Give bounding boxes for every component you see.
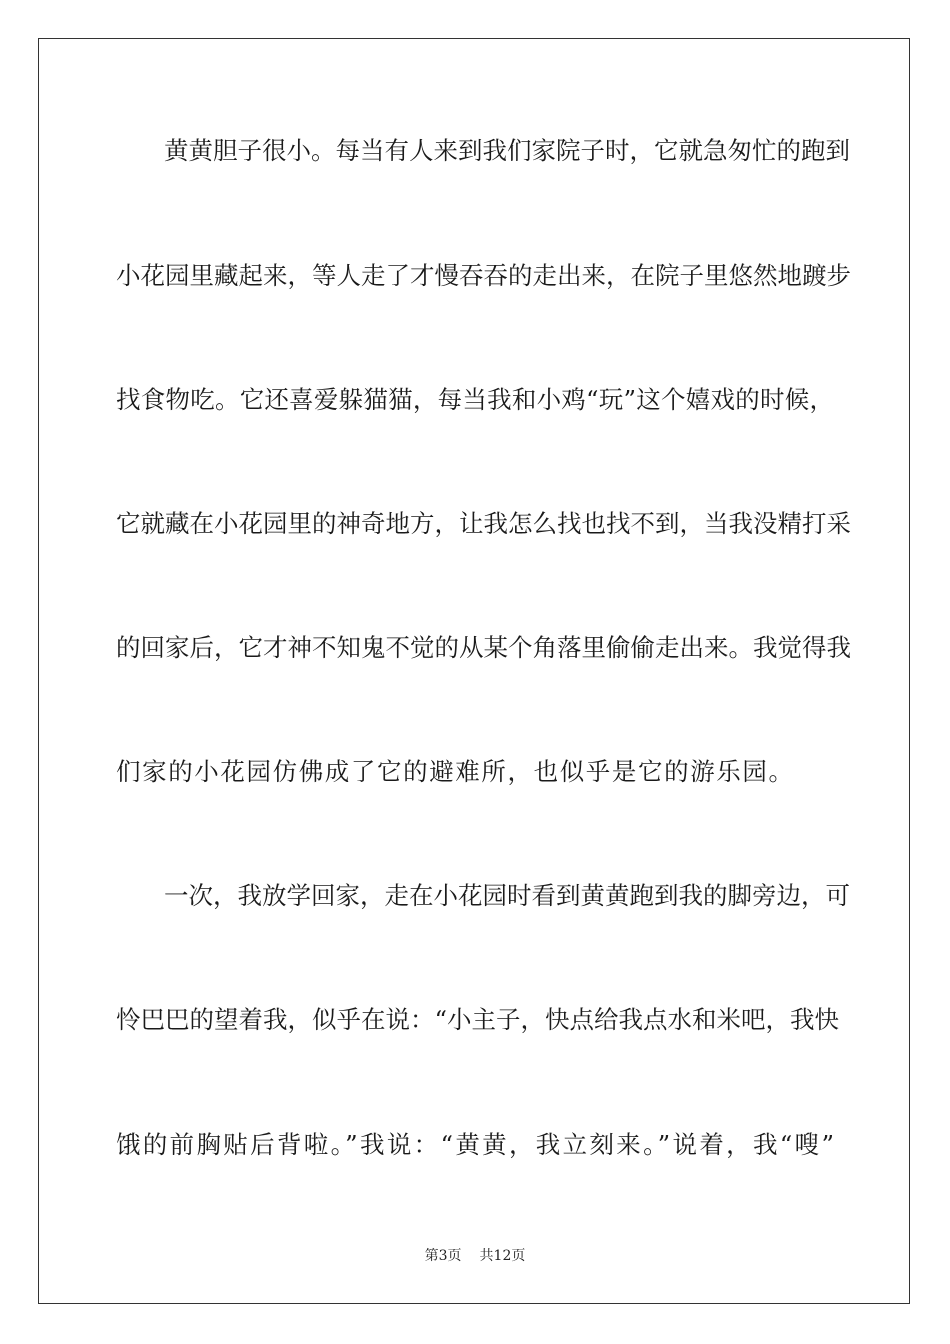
paragraph-line: 小花园里藏起来，等人走了才慢吞吞的走出来，在院子里悠然地踱步 [116, 261, 851, 290]
paragraph-line: 的回家后，它才神不知鬼不觉的从某个角落里偷偷走出来。我觉得我 [116, 633, 851, 662]
paragraph-line: 饿的前胸贴后背啦。”我说：“黄黄，我立刻来。”说着，我“嗖” [116, 1130, 834, 1159]
paragraph-line: 一次，我放学回家，走在小花园时看到黄黄跑到我的脚旁边，可 [164, 881, 850, 910]
paragraph-line: 黄黄胆子很小。每当有人来到我们家院子时，它就急匆忙的跑到 [164, 136, 850, 165]
paragraph-line: 们家的小花园仿佛成了它的避难所，也似乎是它的游乐园。 [116, 757, 795, 786]
page-footer [0, 1247, 950, 1265]
paragraph-line: 找食物吃。它还喜爱躲猫猫，每当我和小鸡“玩”这个嬉戏的时候， [116, 385, 834, 414]
page-number: 第3页 [424, 1248, 462, 1264]
paragraph-line: 它就藏在小花园里的神奇地方，让我怎么找也找不到，当我没精打采 [116, 509, 851, 538]
page-total: 共12页 [479, 1248, 526, 1264]
page-border [38, 38, 910, 1304]
paragraph-line: 怜巴巴的望着我，似乎在说：“小主子，快点给我点水和米吧，我快 [116, 1005, 840, 1034]
